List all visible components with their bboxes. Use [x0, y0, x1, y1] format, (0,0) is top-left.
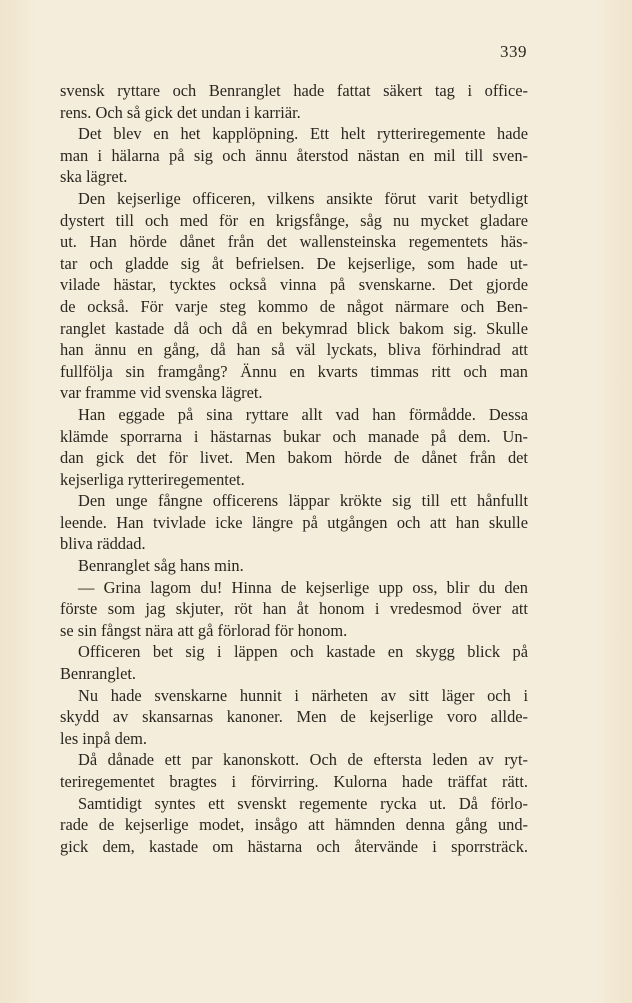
- text-line: fullfölja sin framgång? Ännu en kvarts timmas ritt och man: [60, 361, 528, 381]
- text-line: Officeren bet sig i läppen och kastade en skygg blick på: [78, 642, 528, 662]
- text-line: ut. Han hörde dånet från det wallensteinska regementets häs-: [60, 232, 528, 252]
- text-line: se sin fångst nära att gå förlorad för honom.: [60, 620, 348, 640]
- text-line: var framme vid svenska lägret.: [60, 383, 263, 403]
- text-line: kejserliga rytteriregementet.: [60, 469, 245, 489]
- text-line: rens. Och så gick det undan i karriär.: [60, 102, 301, 122]
- text-line: Den unge fångne officerens läppar krökte sig till ett hånfullt: [78, 491, 528, 511]
- text-line: Benranglet såg hans min.: [78, 556, 244, 576]
- text-line: leende. Han tvivlade icke längre på utgången och att han skulle: [60, 512, 528, 532]
- page-number: 339: [500, 42, 527, 61]
- text-line: klämde sporrarna i hästarnas bukar och manade på dem. Un-: [60, 426, 528, 446]
- text-line: teriregementet bragtes i förvirring. Kulorna hade träffat rätt.: [60, 772, 528, 791]
- text-line: rade de kejserlige modet, insågo att hämnden denna gång und-: [60, 815, 528, 835]
- text-line: ranglet kastade då och då en bekymrad blick bakom sig. Skulle: [60, 318, 528, 338]
- text-line: gick dem, kastade om hästarna och återvände i sporrsträck.: [60, 836, 528, 856]
- body-text: [60, 80, 528, 857]
- text-line: Den kejserlige officeren, vilkens ansikte förut varit betydligt: [78, 188, 528, 208]
- text-line: Det blev en het kapplöpning. Ett helt rytteriregemente hade: [78, 124, 528, 144]
- text-line: Samtidigt syntes ett svenskt regemente rycka ut. Då förlo-: [78, 793, 528, 813]
- text-line: Benranglet.: [60, 664, 137, 684]
- text-line: han ännu en gång, då han så väl lyckats, bliva förhindrad att: [60, 340, 528, 360]
- text-line: tar och gladde sig åt befrielsen. De kejserlige, som hade ut-: [60, 253, 528, 273]
- text-line: skydd av skansarnas kanoner. Men de kejserlige voro allde-: [60, 707, 528, 727]
- text-line: de också. För varje steg kommo de något närmare och Ben-: [60, 296, 528, 316]
- text-line: Nu hade svenskarne hunnit i närheten av sitt läger och i: [78, 685, 528, 705]
- text-line: man i hälarna på sig och ännu återstod nästan en mil till sven-: [60, 145, 528, 165]
- text-line: dan gick det för livet. Men bakom hörde de dånet från det: [60, 448, 528, 468]
- text-line: vilade hästar, tycktes också vinna på svenskarne. Det gjorde: [60, 275, 528, 295]
- text-line: — Grina lagom du! Hinna de kejserlige upp oss, blir du den: [78, 577, 528, 597]
- text-line: Han eggade på sina ryttare allt vad han förmådde. Dessa: [78, 404, 528, 424]
- text-line: les inpå dem.: [60, 728, 147, 748]
- text-line: Då dånade ett par kanonskott. Och de eftersta leden av ryt-: [78, 750, 528, 770]
- text-line: förste som jag skjuter, röt han åt honom i vredesmod över att: [60, 599, 528, 619]
- text-line: bliva räddad.: [60, 534, 146, 554]
- text-line: ska lägret.: [60, 167, 128, 187]
- text-line: dystert till och med för en krigsfånge, såg nu mycket gladare: [60, 210, 528, 230]
- text-line: svensk ryttare och Benranglet hade fattat säkert tag i office-: [60, 81, 528, 100]
